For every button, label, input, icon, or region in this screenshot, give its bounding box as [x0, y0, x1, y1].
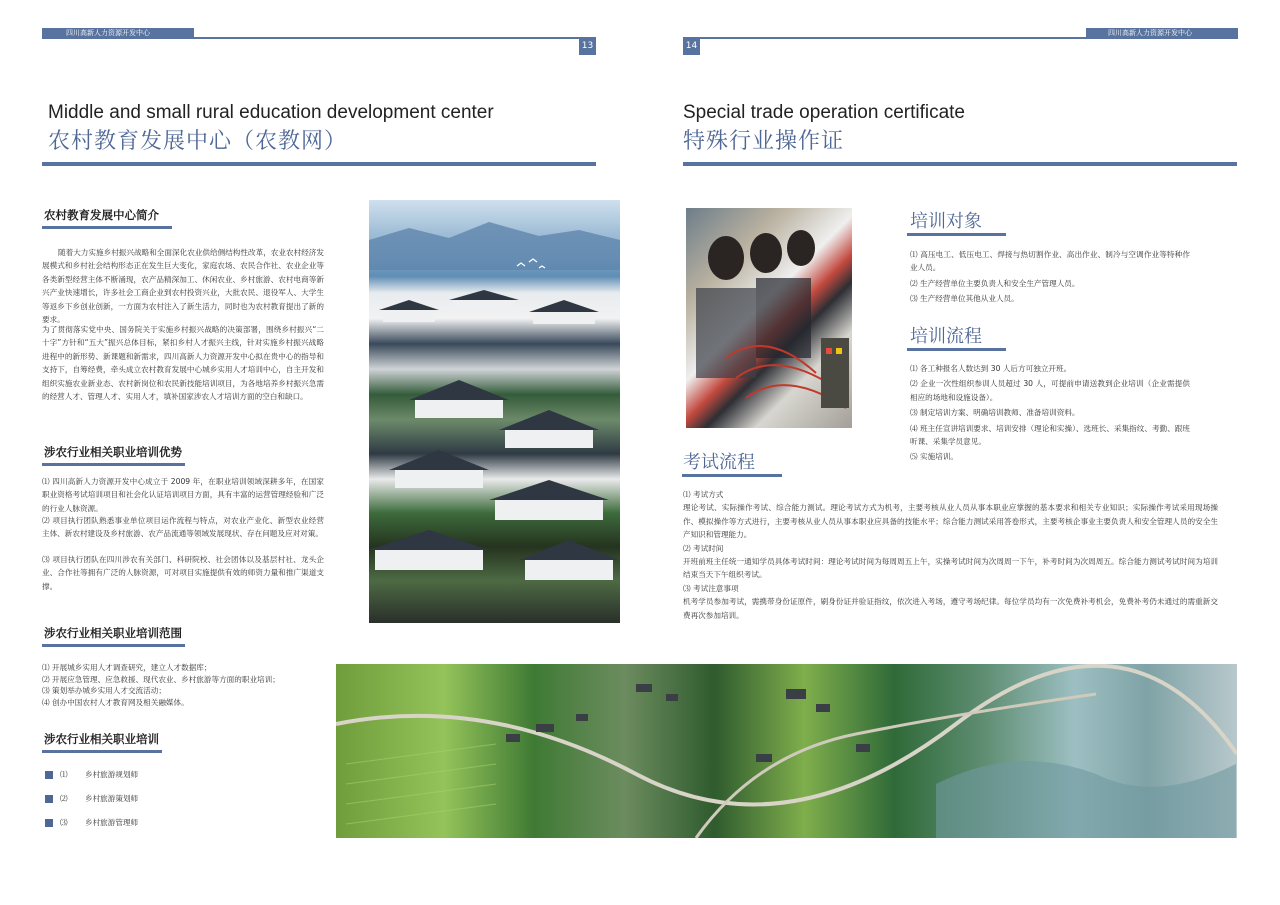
exam-line: 机考学员参加考试，需携带身份证原件，刷身份证并验证指纹，依次进入考场，遵守考场纪律。每位学员均有一次免费补考机会，免费补考仍未通过的需重新交费再次参加培训。	[683, 597, 1218, 620]
process-list	[910, 362, 1190, 464]
process-item: ⑸ 实施培训。	[910, 452, 958, 462]
process-item: ⑶ 制定培训方案、明确培训教师、准备培训资料。	[910, 408, 1080, 418]
village-photo	[369, 200, 620, 623]
scope-list	[42, 662, 332, 708]
target-list	[910, 248, 1190, 306]
training-item-label: 乡村旅游规划师	[85, 770, 139, 779]
right-title-divider	[683, 162, 1237, 166]
process-item: ⑵ 企业一次性组织参训人员超过 30 人，可提前申请送教到企业培训（企业需提供相应的场地和设施设备）。	[910, 379, 1190, 402]
advantage-paragraph-2: ⑵ 项目执行团队熟悉事业单位项目运作流程与特点，对农业产业化、新型农业经营主体、新农村建设及乡村旅游、农产品流通等领域发展现状、存在问题及应对对策。	[42, 516, 324, 539]
scope-item: ⑴ 开展城乡实用人才调查研究，建立人才数据库；	[42, 663, 212, 672]
right-page-number: 14	[683, 38, 700, 55]
bullet-square-icon	[45, 795, 53, 803]
village-photo-art	[369, 200, 620, 623]
training-item-number: ⑵	[60, 794, 68, 803]
workers-photo	[686, 208, 852, 428]
process-item: ⑴ 各工种报名人数达到 30 人后方可独立开班。	[910, 364, 1072, 373]
bullet-square-icon	[45, 819, 53, 827]
intro-paragraph-1: 随着大力实施乡村振兴战略和全面深化农业供给侧结构性改革，农业农村经济发展模式和乡村社会结构形态正在发生巨大变化，家庭农场、农民合作社、农业企业等各类新型经营主体不断涌现，农产品精深加工、休闲农业、乡村旅游、农村电商等新兴产业快速增长，许多社会工商企业到农村投资兴业，大批农民、退役军人、大学生等返乡下乡创业创新，一方面为农村注入了新生活力，同时也为农村教育提出了新的要求。	[42, 248, 324, 325]
target-heading-underline	[907, 233, 1006, 236]
advantage-paragraph-3: ⑶ 项目执行团队在四川涉农有关部门、科研院校、社会团体以及基层村社、龙头企业、合作社等拥有广泛的人脉资源，可对项目实施提供有效的师资力量和推广渠道支撑。	[42, 555, 324, 591]
left-page-number: 13	[579, 38, 596, 55]
exam-line: 开班前班主任统一通知学员具体考试时间：理论考试时间为每周周五上午，实操考试时间为次周周一下午，补考时间为次周周五。综合能力测试考试时间为培训结束当天下午组织考试。	[683, 557, 1218, 580]
process-item: ⑷ 班主任宣讲培训要求、培训安排（理论和实操）、选班长、采集指纹、考勤、跟班听课、采集学员意见。	[910, 423, 1190, 447]
scope-heading-underline	[42, 644, 185, 647]
left-title-en: Middle and small rural education development center	[48, 102, 494, 123]
scope-item: ⑵ 开展应急管理、应急救援、现代农业、乡村旅游等方面的职业培训；	[42, 674, 280, 684]
left-header-tag: 四川高新人力资源开发中心	[42, 28, 194, 38]
scope-item: ⑶ 策划举办城乡实用人才交流活动；	[42, 686, 166, 695]
advantage-heading-underline	[42, 463, 185, 466]
advantage-paragraph-1: ⑴ 四川高新人力资源开发中心成立于 2009 年，在职业培训领域深耕多年，在国家职业资格考试培训项目和社会化认证培训项目方面，具有丰富的运营管理经验和广泛的行业人脉资源。	[42, 477, 324, 513]
exam-body	[683, 488, 1218, 622]
exam-heading-underline	[682, 474, 782, 477]
bullet-square-icon	[45, 771, 53, 779]
exam-line: ⑶ 考试注意事项	[683, 583, 739, 593]
training-item-label: 乡村旅游策划师	[85, 794, 139, 803]
target-item: ⑴ 高压电工、低压电工、焊接与热切割作业、高出作业、制冷与空调作业等特种作业人员。	[910, 250, 1190, 273]
training-item-number: ⑶	[60, 818, 68, 827]
training-item-label: 乡村旅游管理师	[85, 818, 139, 827]
scope-item: ⑷ 创办中国农村人才教育网及相关融媒体。	[42, 697, 189, 707]
process-heading: 培训流程	[910, 326, 982, 347]
intro-heading: 农村教育发展中心简介	[44, 208, 159, 222]
training-item-3	[45, 817, 245, 829]
target-item: ⑵ 生产经营单位主要负责人和安全生产管理人员。	[910, 278, 1080, 288]
training-item-number: ⑴	[60, 770, 68, 779]
right-title-en: Special trade operation certificate	[683, 102, 965, 123]
process-heading-underline	[907, 348, 1006, 351]
advantage-heading: 涉农行业相关职业培训优势	[44, 445, 182, 459]
training-heading-underline	[42, 750, 162, 753]
training-item-1	[45, 769, 245, 781]
exam-line: ⑴ 考试方式	[683, 490, 724, 499]
workers-photo-art	[686, 208, 852, 428]
training-item-2	[45, 793, 245, 805]
right-header-tag: 四川高新人力资源开发中心	[1086, 28, 1238, 38]
intro-paragraph-2: 为了贯彻落实党中央、国务院关于实施乡村振兴战略的决策部署，围绕乡村振兴“二十字”方针和“五大”振兴总体目标，紧扣乡村人才振兴主线，针对实施乡村振兴战略进程中的新形势、新课题和新需求，四川高新人力资源开发中心拟在贵中心的指导和支持下，自筹经费，牵头成立农村教育发展中心城乡实用人才培训中心，自主开发和组织实施农业新业态、农村新岗位和农民新技能培训项目，为各地培养乡村振兴急需的经营人才、管理人才、实用人才，填补国家涉农人才培训方面的空白和缺口。	[42, 325, 324, 402]
exam-line: 理论考试、实际操作考试、综合能力测试。理论考试方式为机考，主要考核从业人员从事本职业应掌握的基本要求和相关专业知识；实际操作考试采用现场操作、模拟操作等方式进行，主要考核从业人员从事本职业应具备的技能水平；综合能力测试采用答卷形式，主要考核企事业主要负责人和安全管理人员的安全生产知识和管理能力。	[683, 503, 1218, 540]
target-item: ⑶ 生产经营单位其他从业人员。	[910, 294, 1019, 304]
scope-heading: 涉农行业相关职业培训范围	[44, 626, 182, 640]
training-heading: 涉农行业相关职业培训	[44, 732, 159, 746]
aerial-landscape-art	[336, 664, 1237, 838]
left-title-divider	[42, 162, 596, 166]
intro-heading-underline	[42, 226, 172, 229]
right-title-cn: 特殊行业操作证	[683, 129, 845, 154]
exam-heading: 考试流程	[683, 452, 755, 473]
exam-line: ⑵ 考试时间	[683, 543, 724, 553]
left-title-cn: 农村教育发展中心（农教网）	[48, 129, 348, 154]
aerial-landscape-photo	[336, 664, 1237, 838]
target-heading: 培训对象	[910, 211, 982, 232]
